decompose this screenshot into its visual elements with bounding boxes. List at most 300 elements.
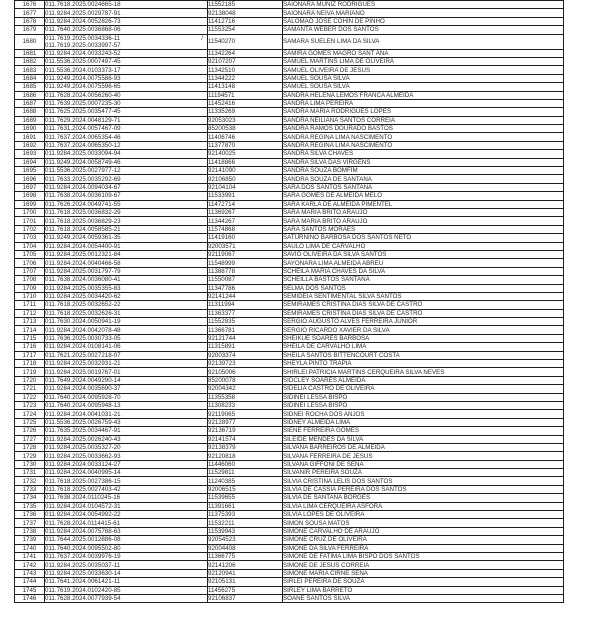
name-cell: SIMONE CRUZ DE OLIVEIRA (283, 536, 564, 544)
row-number-cell: 1713 (15, 318, 45, 326)
row-number-cell: 1709 (15, 284, 45, 292)
table-row (15, 460, 564, 468)
process-number-cell: 011.9284.2024.0054400-91 (45, 242, 208, 250)
row-number-cell: 1685 (15, 83, 45, 91)
registration-id-cell: 92138379 (208, 443, 283, 451)
row-number-cell: 1734 (15, 494, 45, 502)
process-number-cell: 011.7618.2025.0032626-31 (45, 309, 208, 317)
registration-id-cell: 85200078 (208, 376, 283, 384)
table-row (15, 326, 564, 334)
name-cell: SEMIRAMES CRISTINA DIAS SILVA DE CASTRO (283, 301, 564, 309)
name-cell: SARA SANTOS MORAES (283, 225, 564, 233)
row-number-cell: 1707 (15, 267, 45, 275)
row-number-cell: 1722 (15, 393, 45, 401)
row-number-cell: 1689 (15, 116, 45, 124)
name-cell: SHEILA SANTOS BITTENCOURT COSTA (283, 351, 564, 359)
name-cell: SAMUEL OLIVEIRA DE JESUS (283, 66, 564, 74)
row-number-cell: 1692 (15, 141, 45, 149)
process-number-cell: 011.9284.2024.0041031-21 (45, 410, 208, 418)
table-row (15, 351, 564, 359)
process-number-cell: 011.9284.2024.0035690-37 (45, 385, 208, 393)
row-number-cell: 1688 (15, 108, 45, 116)
name-cell: SAMIRA GOMES MAGRO SANT ANA (283, 49, 564, 57)
process-number-cell: 011.7637.2024.0065350-12 (45, 141, 208, 149)
registration-id-cell: 11552185 (208, 1, 283, 9)
registration-id-cell: 11194571 (208, 91, 283, 99)
registration-id-cell: 11533991 (208, 192, 283, 200)
row-number-cell: 1708 (15, 276, 45, 284)
table-row (15, 217, 564, 225)
registration-id-cell: 92053023 (208, 116, 283, 124)
name-cell: SIDINEI LESSA BISPO (283, 401, 564, 409)
name-cell: SILVANA BARREIROS DE ALMEIDA (283, 443, 564, 451)
registration-id-cell: 11344222 (208, 74, 283, 82)
registration-id-cell: 11548999 (208, 259, 283, 267)
name-cell: SAIONARA MUNIZ RODRIGUES (283, 1, 564, 9)
name-cell: SIMONE CARVALHO DE ARAUJO (283, 527, 564, 535)
registration-id-cell: 85200538 (208, 125, 283, 133)
name-cell: SAMANTA WEBER DOS SANTOS (283, 26, 564, 34)
name-cell: SEMIDEIA SENTIMENTAL SILVA SANTOS (283, 292, 564, 300)
registration-id-cell: 92119065 (208, 410, 283, 418)
registration-id-cell: 11315891 (208, 343, 283, 351)
table-row (15, 234, 564, 242)
registration-id-cell: 92119067 (208, 250, 283, 258)
name-cell: SILVIA CRISTINA LELIS DOS SANTOS (283, 477, 564, 485)
table-row (15, 57, 564, 65)
row-number-cell: 1744 (15, 578, 45, 586)
row-number-cell: 1716 (15, 343, 45, 351)
row-number-cell: 1683 (15, 66, 45, 74)
process-number-cell: 011.9284.2025.0033630-14 (45, 569, 208, 577)
table-row (15, 401, 564, 409)
table-row (15, 99, 564, 107)
table-row (15, 385, 564, 393)
row-number-cell: 1727 (15, 435, 45, 443)
process-separator: / (201, 34, 203, 42)
table-row (15, 34, 564, 49)
name-cell: SARA DOS SANTOS SANTANA (283, 183, 564, 191)
row-number-cell: 1728 (15, 443, 45, 451)
registration-id-cell: 92107207 (208, 57, 283, 65)
registration-id-cell: 92004408 (208, 544, 283, 552)
row-number-cell: 1706 (15, 259, 45, 267)
process-number-cell: 011.5536.2024.0103373-17 (45, 66, 208, 74)
name-cell: SILVANA GIFFONI DE SENA (283, 460, 564, 468)
table-row (15, 452, 564, 460)
row-number-cell: 1724 (15, 410, 45, 418)
process-number-cell: 011.9284.2025.0035037-11 (45, 561, 208, 569)
name-cell: SALOMAO JOSE COHIN DE PINHO (283, 17, 564, 25)
table-row (15, 125, 564, 133)
name-cell: SERGIO RICARDO XAVIER DA SILVA (283, 326, 564, 334)
name-cell: SILVIA LOPES DE OLIVEIRA (283, 511, 564, 519)
registry-table (14, 0, 564, 603)
name-cell: SIDCLEY SOARES ALMEIDA (283, 376, 564, 384)
process-number-cell: 011.7638.2024.0036080-41 (45, 276, 208, 284)
process-number-cell: 011.9284.2024.0040995-14 (45, 469, 208, 477)
table-row (15, 225, 564, 233)
name-cell: SIDNEY ALMEIDA LIMA (283, 418, 564, 426)
process-number-cell: 011.9284.2025.0035355-83 (45, 284, 208, 292)
process-number-cell: 011.9284.2024.0033124-27 (45, 460, 208, 468)
process-number-cell: 011.5536.2025.0026759-43 (45, 418, 208, 426)
process-number-cell: 011.9284.2024.0104572-31 (45, 502, 208, 510)
table-row (15, 200, 564, 208)
table-row (15, 150, 564, 158)
registration-id-cell: 92120941 (208, 569, 283, 577)
row-number-cell: 1702 (15, 225, 45, 233)
registration-id-cell: 92121744 (208, 334, 283, 342)
process-number-cell: 011.7626.2024.0049741-55 (45, 200, 208, 208)
table-row (15, 284, 564, 292)
process-number-cell: 011.7628.2024.0077939-54 (45, 594, 208, 602)
table-row (15, 469, 564, 477)
table-row (15, 183, 564, 191)
registration-id-cell: 92139723 (208, 360, 283, 368)
registry-table-body (15, 1, 564, 603)
table-row (15, 108, 564, 116)
process-number-cell: 011.9249.2024.0075586-93 (45, 74, 208, 82)
process-number-cell: 011.7644.2025.0012886-08 (45, 536, 208, 544)
row-number-cell: 1680 (15, 34, 45, 49)
name-cell: SILVIA LIMA CERQUEIRA ASFORA (283, 502, 564, 510)
process-number-cell (45, 34, 208, 49)
process-number-cell: 011.7618.2024.0058585-21 (45, 225, 208, 233)
table-row (15, 376, 564, 384)
registration-id-cell: 11552835 (208, 318, 283, 326)
row-number-cell: 1677 (15, 9, 45, 17)
table-row (15, 594, 564, 602)
process-number-cell: 011.7638.2024.0036109-67 (45, 192, 208, 200)
registration-id-cell: 92141090 (208, 167, 283, 175)
process-number-cell: 011.7629.2024.0048129-71 (45, 116, 208, 124)
registration-id-cell: 92106837 (208, 594, 283, 602)
row-number-cell: 1695 (15, 167, 45, 175)
process-number-cell: 011.9284.2025.0026240-43 (45, 435, 208, 443)
row-number-cell: 1679 (15, 26, 45, 34)
process-number-cell: 011.7618.2025.0032652-22 (45, 301, 208, 309)
process-number-cell: 011.7637.2024.0039976-19 (45, 553, 208, 561)
process-number-line: 011.7619.2025.0033997-57 (45, 41, 121, 49)
table-row (15, 393, 564, 401)
name-cell: SILVANIR PEREIRA SOUZA (283, 469, 564, 477)
process-number-cell: 011.7631.2024.0057467-09 (45, 125, 208, 133)
table-row (15, 368, 564, 376)
name-cell: SARA KARLA DE ALMEIDA PIMENTEL (283, 200, 564, 208)
name-cell: SIDNEI ROCHA DOS ANJOS (283, 410, 564, 418)
table-row (15, 158, 564, 166)
table-row (15, 91, 564, 99)
name-cell: SAMUEL SOUSA SILVA (283, 74, 564, 82)
name-cell: SANDRA REGINA LIMA NASCIMENTO (283, 141, 564, 149)
row-number-cell: 1730 (15, 460, 45, 468)
registration-id-cell: 11377870 (208, 141, 283, 149)
name-cell: SERGIO AUGUSTO ALVES FERREIRA JUNIOR (283, 318, 564, 326)
registration-id-cell: 92141574 (208, 435, 283, 443)
row-number-cell: 1717 (15, 351, 45, 359)
row-number-cell: 1701 (15, 217, 45, 225)
registration-id-cell: 11532211 (208, 519, 283, 527)
row-number-cell: 1732 (15, 477, 45, 485)
registration-id-cell: 92004342 (208, 385, 283, 393)
table-row (15, 427, 564, 435)
registration-id-cell: 92128977 (208, 418, 283, 426)
name-cell: SHEIKUE SOARES BARBOSA (283, 334, 564, 342)
table-row (15, 360, 564, 368)
name-cell: SIMONE MARIA CIRNE SENA (283, 569, 564, 577)
process-number-cell: 011.7636.2025.0030733-05 (45, 334, 208, 342)
row-number-cell: 1699 (15, 200, 45, 208)
process-number-cell: 011.7640.2024.0095948-13 (45, 401, 208, 409)
process-number-cell: 011.9284.2025.0034420-62 (45, 292, 208, 300)
name-cell: SAYONARA LIMA ALMEIDA ABREU (283, 259, 564, 267)
registration-id-cell: 92138048 (208, 9, 283, 17)
table-row (15, 17, 564, 25)
process-number-cell: 011.7633.2025.0035292-69 (45, 175, 208, 183)
process-number-cell: 011.9284.2024.0033243-52 (45, 49, 208, 57)
process-number-cell: 011.7639.2025.0007235-30 (45, 99, 208, 107)
name-cell: SANDRA SOUZA DE SANTANA (283, 175, 564, 183)
table-row (15, 208, 564, 216)
process-number-cell: 011.9284.2024.0094034-67 (45, 183, 208, 191)
name-cell: SAMUEL MARTINS LIMA DE OLIVEIRA (283, 57, 564, 65)
row-number-cell: 1742 (15, 561, 45, 569)
table-row (15, 527, 564, 535)
table-row (15, 66, 564, 74)
table-row (15, 116, 564, 124)
process-number-multiline (45, 35, 207, 49)
name-cell: SELMA DOS SANTOS (283, 284, 564, 292)
registration-id-cell: 11452416 (208, 99, 283, 107)
table-row (15, 477, 564, 485)
table-row (15, 519, 564, 527)
name-cell: SAVIO OLIVEIRA DA SILVA SANTOS (283, 250, 564, 258)
row-number-cell: 1693 (15, 150, 45, 158)
table-row (15, 175, 564, 183)
table-row (15, 485, 564, 493)
process-number-cell: 011.7638.2024.0110245-16 (45, 494, 208, 502)
registration-id-cell: 11418866 (208, 158, 283, 166)
registration-id-cell: 11308233 (208, 401, 283, 409)
name-cell: SIRLEY LIMA BARRETO (283, 586, 564, 594)
registration-id-cell: 11388778 (208, 267, 283, 275)
table-row (15, 561, 564, 569)
registration-id-cell: 92003374 (208, 351, 283, 359)
registration-id-cell: 92104104 (208, 183, 283, 191)
process-number-cell: 011.9284.2025.0035327-20 (45, 443, 208, 451)
registration-id-cell: 11342264 (208, 49, 283, 57)
table-row (15, 569, 564, 577)
process-number-line: 011.7619.2025.0034336-11 (45, 34, 121, 42)
registration-id-cell: 92106850 (208, 175, 283, 183)
name-cell: SANDRA REGINA LIMA NASCIMENTO (283, 133, 564, 141)
row-number-cell: 1739 (15, 536, 45, 544)
row-number-cell: 1743 (15, 569, 45, 577)
registration-id-cell: 11366775 (208, 553, 283, 561)
registration-id-cell: 11240385 (208, 477, 283, 485)
row-number-cell: 1691 (15, 133, 45, 141)
registration-id-cell: 92141206 (208, 561, 283, 569)
row-number-cell: 1682 (15, 57, 45, 65)
row-number-cell: 1746 (15, 594, 45, 602)
registration-id-cell: 92120818 (208, 452, 283, 460)
row-number-cell: 1698 (15, 192, 45, 200)
registration-id-cell: 92136719 (208, 427, 283, 435)
row-number-cell: 1711 (15, 301, 45, 309)
name-cell: SOANE SANTOS SILVA (283, 594, 564, 602)
process-number-cell: 011.7618.2025.0036829-23 (45, 217, 208, 225)
process-number-cell: 011.9284.2025.0031797-79 (45, 267, 208, 275)
table-row (15, 83, 564, 91)
table-row (15, 511, 564, 519)
name-cell: SANDRA SOUZA BOMFIM (283, 167, 564, 175)
table-row (15, 494, 564, 502)
registration-id-cell: 11363377 (208, 309, 283, 317)
row-number-cell: 1697 (15, 183, 45, 191)
registration-id-cell: 11366781 (208, 326, 283, 334)
process-number-cell: 011.9284.2025.0019767-01 (45, 368, 208, 376)
name-cell: SANDRA HELENA LEMOS FRANCA ALMEIDA (283, 91, 564, 99)
process-number-cell: 011.7628.2024.0056260-40 (45, 91, 208, 99)
registration-id-cell: 11529811 (208, 469, 283, 477)
process-number-cell: 011.7618.2025.0024665-18 (45, 1, 208, 9)
table-row (15, 49, 564, 57)
registration-id-cell: 11355358 (208, 393, 283, 401)
row-number-cell: 1696 (15, 175, 45, 183)
row-number-cell: 1710 (15, 292, 45, 300)
table-row (15, 586, 564, 594)
row-number-cell: 1704 (15, 242, 45, 250)
row-number-cell: 1700 (15, 208, 45, 216)
registration-id-cell: 92006515 (208, 485, 283, 493)
process-number-cell: 011.7618.2025.0027386-15 (45, 477, 208, 485)
registration-id-cell: 11406746 (208, 133, 283, 141)
registration-id-cell: 11540270 (208, 34, 283, 49)
process-number-cell: 011.7619.2024.0102420-85 (45, 586, 208, 594)
name-cell: SIENE FERREIRA GOMES (283, 427, 564, 435)
registration-id-cell: 11419160 (208, 234, 283, 242)
table-row (15, 410, 564, 418)
name-cell: SARA MARIA BRITO ARAUJO (283, 208, 564, 216)
table-row (15, 318, 564, 326)
table-row (15, 536, 564, 544)
name-cell: SANDRA MARIA RODRIGUES LOPES (283, 108, 564, 116)
registration-id-cell: 11347786 (208, 284, 283, 292)
row-number-cell: 1740 (15, 544, 45, 552)
process-number-cell: 011.7641.2024.0061421-11 (45, 578, 208, 586)
table-row (15, 133, 564, 141)
table-row (15, 9, 564, 17)
process-number-cell: 011.9284.2025.0033094-94 (45, 150, 208, 158)
process-number-cell: 011.9284.2024.0042078-48 (45, 326, 208, 334)
process-number-cell: 011.9284.2024.0052826-73 (45, 17, 208, 25)
table-row (15, 418, 564, 426)
name-cell: SIRLEI PEREIRA DE SOUZA (283, 578, 564, 586)
process-number-cell: 011.7621.2025.0027218-07 (45, 351, 208, 359)
name-cell: SILVANA FERREIRA DE JESUS (283, 452, 564, 460)
row-number-cell: 1715 (15, 334, 45, 342)
process-number-cell: 011.9284.2024.0075788-63 (45, 527, 208, 535)
registration-id-cell: 11456275 (208, 586, 283, 594)
name-cell: SANDRA SILVA DAS VIRGENS (283, 158, 564, 166)
table-row (15, 267, 564, 275)
row-number-cell: 1735 (15, 502, 45, 510)
name-cell: SEMIRAMES CRISTINA DIAS SILVA DE CASTRO (283, 309, 564, 317)
process-number-cell: 011.7640.2024.0095502-80 (45, 544, 208, 552)
name-cell: SANDRA SILVA CHAVES (283, 150, 564, 158)
row-number-cell: 1726 (15, 427, 45, 435)
row-number-cell: 1723 (15, 401, 45, 409)
registration-id-cell: 11344267 (208, 217, 283, 225)
name-cell: SIMON SOUSA MATOS (283, 519, 564, 527)
table-row (15, 276, 564, 284)
process-number-cell: 011.7649.2024.0049290-14 (45, 376, 208, 384)
row-number-cell: 1729 (15, 452, 45, 460)
table-row (15, 141, 564, 149)
process-number-cell: 011.7630.2024.0050941-19 (45, 318, 208, 326)
table-row (15, 435, 564, 443)
name-cell: SHEILA DE CARVALHO LIMA (283, 343, 564, 351)
table-row (15, 544, 564, 552)
row-number-cell: 1681 (15, 49, 45, 57)
row-number-cell: 1745 (15, 586, 45, 594)
table-row (15, 74, 564, 82)
table-row (15, 578, 564, 586)
registration-id-cell: 11335269 (208, 108, 283, 116)
name-cell: SIDINEI LESSA BISPO (283, 393, 564, 401)
registration-id-cell: 11413148 (208, 83, 283, 91)
name-cell: SAIONARA NEIVA MARIANO (283, 9, 564, 17)
name-cell: SARA MARIA BRITO ARAUJO (283, 217, 564, 225)
registration-id-cell: 92141244 (208, 292, 283, 300)
registration-id-cell: 11553254 (208, 26, 283, 34)
registration-id-cell: 11375393 (208, 511, 283, 519)
table-row (15, 343, 564, 351)
name-cell: SIMONE DE JESUS CORREIA (283, 561, 564, 569)
registration-id-cell: 92105131 (208, 578, 283, 586)
row-number-cell: 1712 (15, 309, 45, 317)
name-cell: SILVIA DE CASSIA PEREIRA DOS SANTOS (283, 485, 564, 493)
process-number-cell: 011.9249.2024.0075596-65 (45, 83, 208, 91)
name-cell: SANDRA NEILIANA SANTOS CORREIA (283, 116, 564, 124)
row-number-cell: 1725 (15, 418, 45, 426)
registration-id-cell: 92003571 (208, 242, 283, 250)
registration-id-cell: 11574868 (208, 225, 283, 233)
process-number-cell: 011.9284.2025.0012321-84 (45, 250, 208, 258)
table-row (15, 443, 564, 451)
name-cell: SILVIA DE SANTANA BORGES (283, 494, 564, 502)
process-number-cell: 011.9249.2024.0058749-46 (45, 158, 208, 166)
process-number-cell: 011.9249.2024.0059361-35 (45, 234, 208, 242)
registration-id-cell: 92140025 (208, 150, 283, 158)
table-row (15, 292, 564, 300)
name-cell: SAULO LIMA DE CARVALHO (283, 242, 564, 250)
row-number-cell: 1705 (15, 250, 45, 258)
row-number-cell: 1736 (15, 511, 45, 519)
name-cell: SCHEILLA BASTOS SANTANA (283, 276, 564, 284)
process-number-cell: 011.9284.2025.0032931-21 (45, 360, 208, 368)
process-number-cell: 011.7618.2025.0027403-42 (45, 485, 208, 493)
row-number-cell: 1719 (15, 368, 45, 376)
name-cell: SILEIDE MENDES DA SILVA (283, 435, 564, 443)
process-number-cell: 011.5536.2025.0007497-45 (45, 57, 208, 65)
table-row (15, 1, 564, 9)
process-number-cell: 011.9284.2024.0108141-06 (45, 343, 208, 351)
table-row (15, 553, 564, 561)
process-number-cell: 011.9284.2024.0054992-22 (45, 511, 208, 519)
row-number-cell: 1738 (15, 527, 45, 535)
